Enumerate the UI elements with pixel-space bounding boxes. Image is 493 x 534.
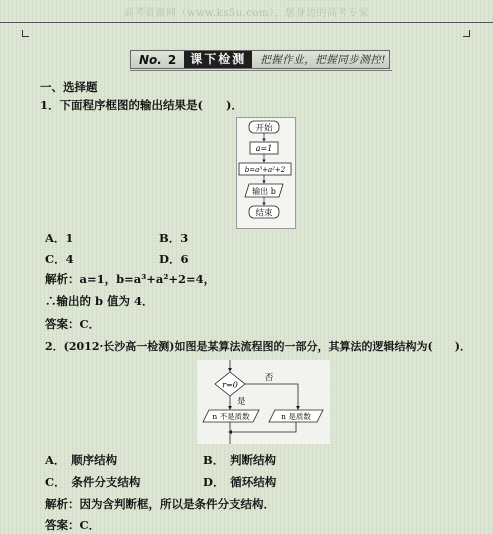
header-no-label: No.: [139, 52, 162, 67]
header-slogan: 把握作业，把握同步测控!: [260, 54, 386, 66]
watermark: 高考资源网（www.ks5u.com），您身边的高考专家: [124, 8, 369, 19]
q2-analysis: 解析：因为含判断框，所以是条件分支结构．: [45, 497, 275, 511]
q1-conclusion: ∴输出的 b 值为 4．: [45, 294, 154, 308]
corner-mark-left: [22, 30, 29, 37]
q1-flowchart-svg: [237, 118, 295, 228]
q1-option-b: B．3: [159, 231, 189, 245]
q1-start-text: 开始: [255, 123, 273, 134]
q2-option-d: D． 循环结构: [203, 475, 277, 489]
section-header-bar: [130, 50, 390, 69]
q1-option-d: D．6: [159, 252, 189, 266]
q2-left-output-text: n 不是质数: [212, 412, 250, 421]
q1-option-c: C．4: [45, 252, 74, 266]
q2-option-a: A． 顺序结构: [45, 453, 118, 467]
q2-condition-text: r=0: [222, 380, 238, 390]
q2-answer: 答案：C．: [45, 518, 101, 532]
q1-compute-text: b=a³+a²+2: [244, 166, 286, 174]
q2-no-label: 否: [264, 373, 274, 383]
q2-option-b: B． 判断结构: [203, 453, 276, 467]
q2-yes-label: 是: [237, 397, 246, 407]
q1-assign-text: a=1: [255, 144, 273, 153]
q2-flowchart-svg: [197, 360, 330, 444]
header-title: 课下检测: [184, 51, 252, 68]
q1-answer: 答案：C．: [45, 317, 101, 331]
q2-stem: 2．(2012·长沙高一检测)如图是某算法流程图的一部分，其算法的逻辑结构为( )．: [45, 340, 471, 353]
q1-end-text: 结束: [255, 208, 273, 219]
q2-right-output-text: n 是质数: [281, 412, 311, 421]
q2-option-c: C． 条件分支结构: [45, 475, 141, 489]
top-rule: [0, 22, 493, 23]
section-heading: 一、选择题: [40, 80, 98, 94]
corner-mark-right: [463, 30, 470, 37]
q1-output-text: 输出 b: [252, 187, 276, 196]
q1-analysis: 解析：a=1，b=a³+a²+2=4，: [45, 272, 216, 286]
q2-flowchart: [197, 360, 330, 444]
header-no-number: 2: [167, 52, 177, 67]
q1-option-a: A．1: [45, 231, 74, 245]
q1-flowchart: [236, 117, 296, 229]
q1-stem: 1．下面程序框图的输出结果是( )．: [40, 98, 243, 112]
header-underline: [130, 70, 392, 71]
